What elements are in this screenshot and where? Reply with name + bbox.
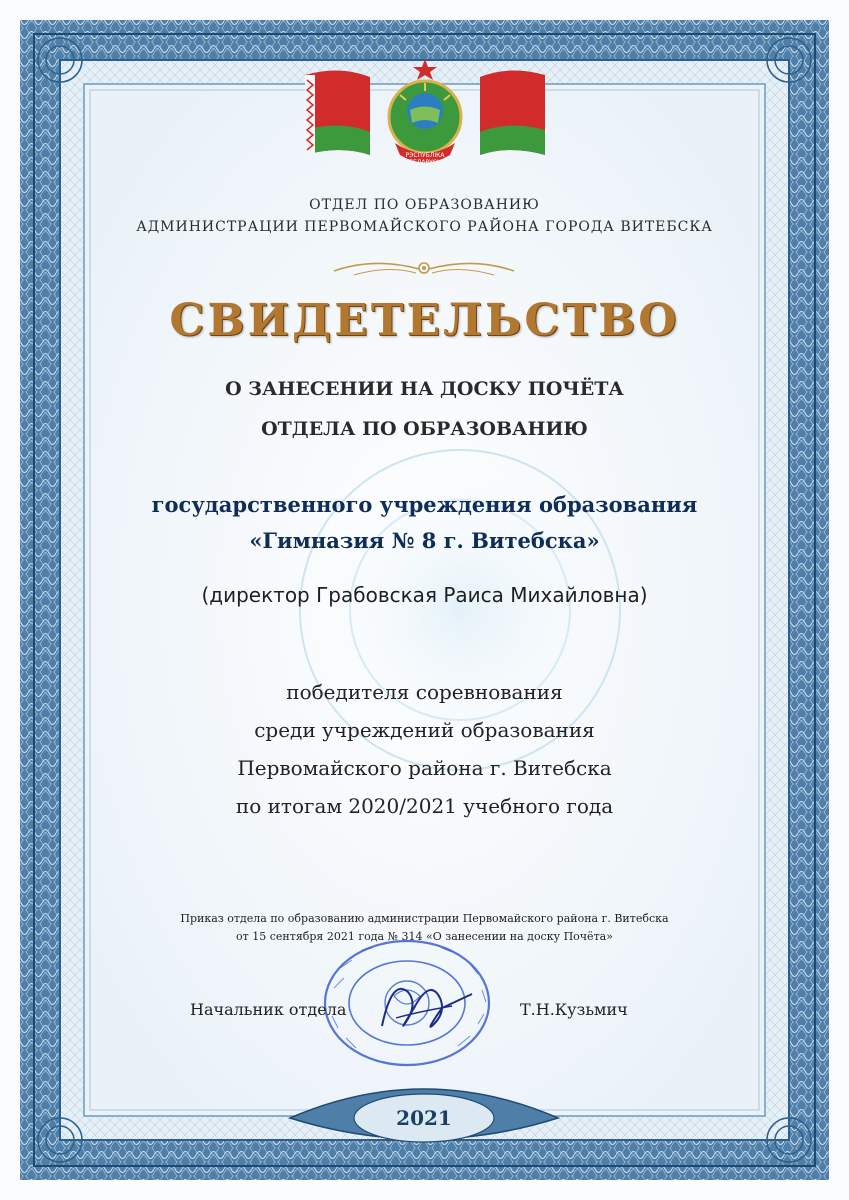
official-stamp-icon <box>322 938 492 1068</box>
order-line-1: Приказ отдела по образованию администрации Первомайского района г. Витебска <box>180 912 669 925</box>
subtitle-line-1: О ЗАНЕСЕНИИ НА ДОСКУ ПОЧЁТА <box>225 378 624 400</box>
subtitle-line-2: ОТДЕЛА ПО ОБРАЗОВАНИЮ <box>261 418 588 440</box>
order-line-2: от 15 сентября 2021 года № 314 «О занесении на доску Почёта» <box>236 930 613 943</box>
belarus-emblem-icon <box>300 55 550 175</box>
award-line-1: победителя соревнования <box>286 680 563 704</box>
signature-position: Начальник отдела <box>190 1000 347 1019</box>
award-line-4: по итогам 2020/2021 учебного года <box>235 794 614 818</box>
document-title: СВИДЕТЕЛЬСТВО <box>169 295 680 346</box>
institution-line-2: «Гимназия № 8 г. Витебска» <box>249 528 600 553</box>
institution-line-1: государственного учреждения образования <box>151 492 698 517</box>
certificate-year: 2021 <box>396 1106 452 1130</box>
department-line-2: АДМИНИСТРАЦИИ ПЕРВОМАЙСКОГО РАЙОНА ГОРОДА ВИТЕБСКА <box>136 219 713 235</box>
award-line-2: среди учреждений образования <box>254 718 595 742</box>
director-line: (директор Грабовская Раиса Михайловна) <box>201 583 648 607</box>
ornament-divider-icon <box>324 255 524 281</box>
award-line-3: Первомайского района г. Витебска <box>237 756 612 780</box>
department-line-1: ОТДЕЛ ПО ОБРАЗОВАНИЮ <box>309 197 540 213</box>
svg-text:РЭСПУБЛІКА: РЭСПУБЛІКА <box>405 152 445 159</box>
svg-text:БЕЛАРУСЬ: БЕЛАРУСЬ <box>408 159 442 166</box>
signature-name: Т.Н.Кузьмич <box>520 1000 628 1019</box>
